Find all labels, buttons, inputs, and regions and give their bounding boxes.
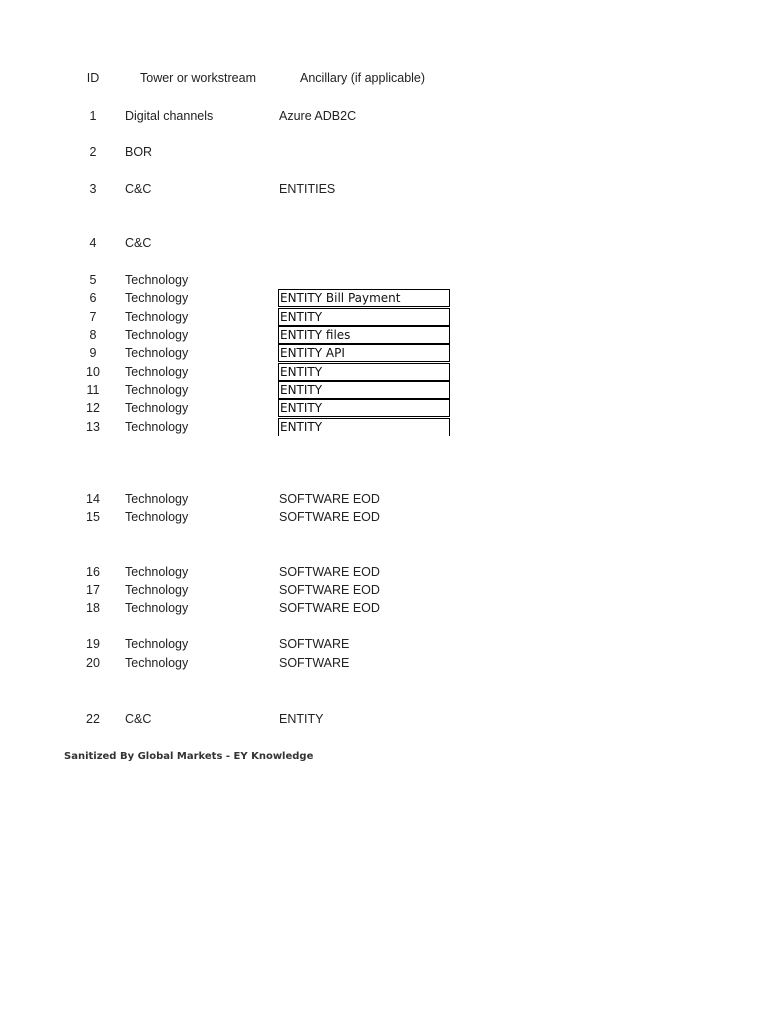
row-tower: C&C xyxy=(125,236,152,250)
row-id: 5 xyxy=(89,273,97,287)
row-tower: Technology xyxy=(125,420,189,434)
row-id: 17 xyxy=(86,583,100,597)
row-tower: Technology xyxy=(125,328,189,342)
row-tower: Technology xyxy=(125,583,189,597)
row-tower: Technology xyxy=(125,273,189,287)
row-id: 8 xyxy=(89,328,97,342)
row-ancillary: SOFTWARE EOD xyxy=(279,565,380,579)
row-id: 1 xyxy=(89,109,97,123)
header-id: ID xyxy=(86,71,100,85)
row-ancillary: SOFTWARE EOD xyxy=(279,583,380,597)
row-tower: Technology xyxy=(125,565,189,579)
footer-note: Sanitized By Global Markets - EY Knowledge xyxy=(64,751,314,762)
row-tower: Technology xyxy=(125,291,189,305)
row-ancillary-cell: ENTITY API xyxy=(278,344,450,362)
row-tower: Technology xyxy=(125,401,189,415)
row-tower: Technology xyxy=(125,346,189,360)
row-tower: Technology xyxy=(125,310,189,324)
row-id: 14 xyxy=(86,492,100,506)
row-ancillary: SOFTWARE xyxy=(279,637,350,651)
row-id: 20 xyxy=(86,656,100,670)
row-id: 18 xyxy=(86,601,100,615)
row-tower: Technology xyxy=(125,492,189,506)
row-ancillary: SOFTWARE xyxy=(279,656,350,670)
row-id: 19 xyxy=(86,637,100,651)
row-ancillary-cell: ENTITY xyxy=(278,308,450,326)
row-id: 15 xyxy=(86,510,100,524)
header-ancillary: Ancillary (if applicable) xyxy=(300,71,426,85)
row-id: 4 xyxy=(89,236,97,250)
row-ancillary: SOFTWARE EOD xyxy=(279,510,380,524)
row-tower: BOR xyxy=(125,145,153,159)
row-ancillary-cell: ENTITY xyxy=(278,381,450,399)
header-tower: Tower or workstream xyxy=(140,71,256,85)
row-id: 12 xyxy=(86,401,100,415)
row-tower: Digital channels xyxy=(125,109,214,123)
row-id: 10 xyxy=(86,365,100,379)
row-tower: Technology xyxy=(125,656,189,670)
row-ancillary-cell: ENTITY Bill Payment xyxy=(278,289,450,307)
row-ancillary: Azure ADB2C xyxy=(279,109,357,123)
row-ancillary: ENTITIES xyxy=(279,182,336,196)
row-ancillary-cell: ENTITY xyxy=(278,363,450,381)
row-id: 11 xyxy=(86,383,100,397)
row-ancillary-cell: ENTITY files xyxy=(278,326,450,344)
row-id: 6 xyxy=(89,291,97,305)
row-ancillary: ENTITY xyxy=(279,712,324,726)
row-ancillary: SOFTWARE EOD xyxy=(279,492,380,506)
row-tower: C&C xyxy=(125,712,152,726)
row-id: 13 xyxy=(86,420,100,434)
row-ancillary-cell: ENTITY xyxy=(278,418,450,436)
row-tower: Technology xyxy=(125,510,189,524)
row-ancillary: SOFTWARE EOD xyxy=(279,601,380,615)
row-id: 7 xyxy=(89,310,97,324)
row-id: 3 xyxy=(89,182,97,196)
row-id: 2 xyxy=(89,145,97,159)
row-tower: Technology xyxy=(125,601,189,615)
row-tower: Technology xyxy=(125,637,189,651)
row-ancillary-cell: ENTITY xyxy=(278,399,450,417)
row-id: 16 xyxy=(86,565,100,579)
row-tower: Technology xyxy=(125,365,189,379)
row-id: 22 xyxy=(86,712,100,726)
row-id: 9 xyxy=(89,346,97,360)
row-tower: C&C xyxy=(125,182,152,196)
row-tower: Technology xyxy=(125,383,189,397)
